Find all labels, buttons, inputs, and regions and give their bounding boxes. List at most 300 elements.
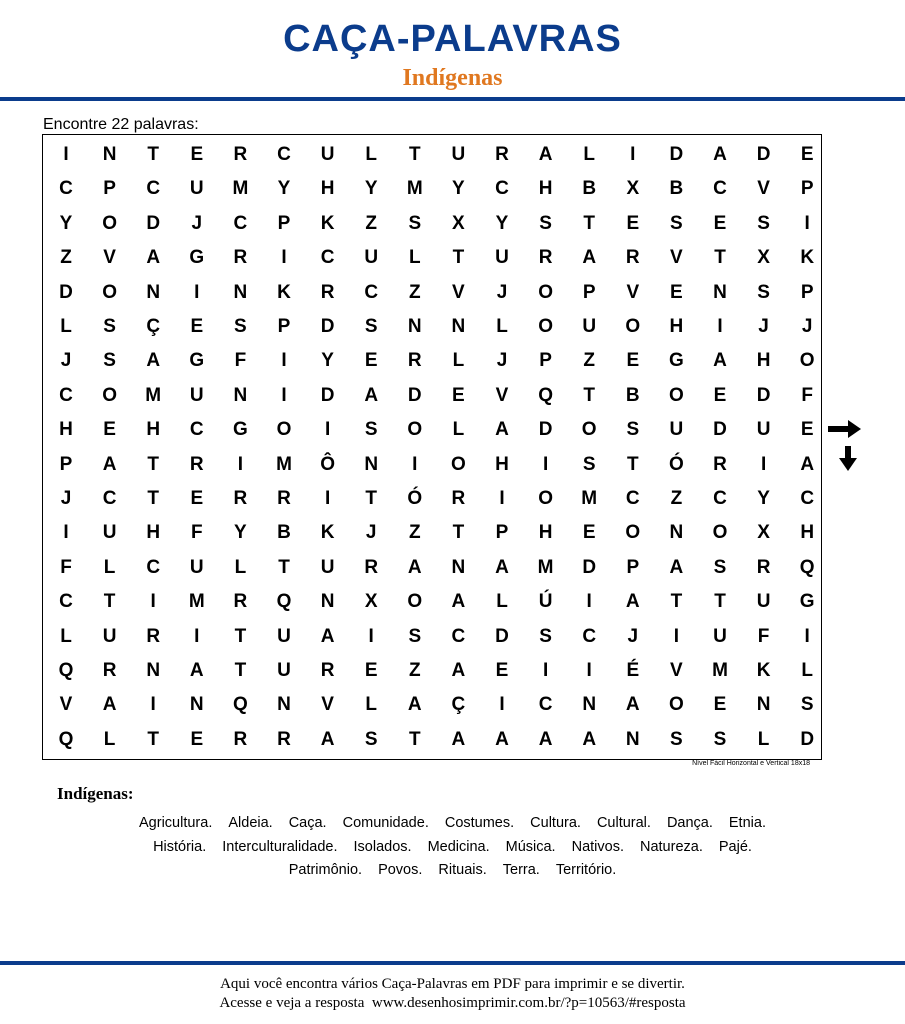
grid-cell: A xyxy=(713,350,727,372)
grid-cell: V xyxy=(757,178,770,200)
word-list-item: Agricultura. xyxy=(139,815,213,831)
grid-cell: I xyxy=(63,144,69,165)
grid-cell: I xyxy=(324,419,331,441)
grid-cell: C xyxy=(582,625,597,647)
grid-cell: U xyxy=(102,625,117,647)
grid-cell: O xyxy=(712,522,728,544)
grid-cell: T xyxy=(714,247,726,269)
footer-divider xyxy=(0,961,905,965)
grid-cell: L xyxy=(60,316,72,337)
grid-cell: J xyxy=(758,316,769,337)
grid-cell: K xyxy=(320,522,335,544)
grid-cell: I xyxy=(281,350,287,372)
grid-cell: H xyxy=(538,178,553,200)
grid-cell: U xyxy=(756,419,771,441)
grid-cell: I xyxy=(542,660,549,681)
grid-cell: Z xyxy=(365,212,377,234)
grid-cell: R xyxy=(320,281,335,303)
grid-cell: S xyxy=(582,453,596,475)
grid-cell: D xyxy=(320,384,335,406)
grid-cell: I xyxy=(194,625,200,647)
grid-cell: O xyxy=(581,419,597,441)
grid-cell: D xyxy=(756,384,771,406)
word-list-item: Comunidade. xyxy=(342,815,429,831)
grid-cell: A xyxy=(495,556,509,578)
grid-cell: T xyxy=(147,453,159,475)
grid-cell: É xyxy=(626,660,640,681)
grid-cell: L xyxy=(452,419,465,441)
word-list-item: Cultural. xyxy=(596,815,651,831)
grid-cell: O xyxy=(538,488,553,509)
grid-cell: C xyxy=(625,488,640,509)
difficulty-label: Nível Fácil Horizontal e Vertical 18x18 xyxy=(692,760,810,767)
grid-cell: R xyxy=(451,488,466,509)
grid-cell: R xyxy=(713,453,727,475)
grid-cell: X xyxy=(452,212,465,234)
grid-cell: A xyxy=(495,728,509,750)
grid-cell: M xyxy=(232,178,249,200)
grid-cell: L xyxy=(583,144,595,165)
grid-cell: S xyxy=(234,316,247,337)
grid-cell: L xyxy=(496,591,508,613)
grid-cell: V xyxy=(626,281,640,303)
grid-cell: L xyxy=(365,694,377,716)
grid-cell: I xyxy=(150,591,156,613)
grid-cell: A xyxy=(625,694,640,716)
grid-cell: C xyxy=(59,384,73,406)
grid-cell: Ç xyxy=(451,694,466,716)
grid-cell: V xyxy=(452,281,465,303)
grid-cell: R xyxy=(364,556,379,578)
word-list-item: Cultura. xyxy=(530,815,581,831)
grid-cell: T xyxy=(626,453,639,475)
grid-cell: G xyxy=(189,247,205,269)
grid-cell: A xyxy=(582,247,597,269)
grid-cell: O xyxy=(538,316,553,337)
grid-cell: D xyxy=(495,625,509,647)
word-list-item: Música. xyxy=(505,838,556,855)
grid-cell: Y xyxy=(364,178,378,200)
word-list xyxy=(60,812,845,883)
word-list-item: Terra. xyxy=(502,862,540,878)
grid-cell: E xyxy=(452,384,465,406)
grid-cell: A xyxy=(146,350,161,372)
grid-cell: L xyxy=(103,556,116,578)
word-list-item: Caça. xyxy=(288,815,327,831)
grid-cell: A xyxy=(320,728,335,750)
grid-cell: Q xyxy=(538,384,553,406)
word-list-line xyxy=(60,812,845,836)
grid-cell: T xyxy=(583,212,595,234)
grid-cell: T xyxy=(103,591,116,613)
grid-cell: H xyxy=(146,419,161,441)
grid-cell: S xyxy=(103,316,116,337)
grid-cell: Ó xyxy=(669,453,684,475)
grid-cell: I xyxy=(368,625,374,647)
grid-cell: A xyxy=(582,728,597,750)
grid-cell: V xyxy=(670,247,683,269)
word-list-item: Povos. xyxy=(378,862,423,878)
grid-cell: L xyxy=(801,660,813,681)
word-list-item: Patrimônio. xyxy=(288,862,363,878)
grid-cell: N xyxy=(146,660,161,681)
grid-cell: Y xyxy=(234,522,247,544)
grid-cell: E xyxy=(800,419,814,441)
grid-cell: N xyxy=(233,384,248,406)
grid-cell: N xyxy=(407,316,422,337)
grid-cell: I xyxy=(760,453,767,475)
grid-cell: M xyxy=(406,178,423,200)
grid-cell: V xyxy=(103,247,116,269)
grid-cell: M xyxy=(712,660,728,681)
grid-cell: D xyxy=(713,419,727,441)
word-list-item: Pajé. xyxy=(718,838,752,855)
grid-cell: R xyxy=(407,350,422,372)
grid-cell: E xyxy=(582,522,596,544)
word-list-item: História. xyxy=(153,838,207,855)
grid-cell: C xyxy=(102,488,117,509)
grid-cell: N xyxy=(320,591,335,613)
grid-cell: T xyxy=(408,144,421,165)
grid-cell: N xyxy=(233,281,248,303)
grid-cell: C xyxy=(59,591,73,613)
word-list-item: Rituais. xyxy=(438,862,487,878)
grid-cell: T xyxy=(670,591,683,613)
grid-cell: S xyxy=(364,316,378,337)
grid-cell: O xyxy=(407,419,423,441)
grid-cell: U xyxy=(189,384,204,406)
grid-cell: Z xyxy=(583,350,595,372)
grid-cell: N xyxy=(146,281,161,303)
grid-cell: G xyxy=(799,591,815,613)
grid-cell: U xyxy=(495,247,509,269)
grid-cell: P xyxy=(800,281,814,303)
grid-cell: F xyxy=(801,384,813,406)
grid-cell: O xyxy=(669,384,684,406)
arrow-down-icon xyxy=(838,446,858,472)
grid-cell: C xyxy=(189,419,204,441)
grid-cell: N xyxy=(713,281,727,303)
grid-cell: C xyxy=(538,694,553,716)
word-list-line xyxy=(60,836,845,860)
grid-cell: E xyxy=(626,212,640,234)
grid-cell: D xyxy=(146,212,161,234)
grid-cell: S xyxy=(626,419,640,441)
grid-cell: T xyxy=(583,384,595,406)
grid-cell: I xyxy=(717,316,723,337)
grid-cell: E xyxy=(190,144,204,165)
grid-cell: A xyxy=(451,728,466,750)
grid-cell: I xyxy=(586,591,592,613)
grid-cell: I xyxy=(324,488,331,509)
grid-cell: O xyxy=(276,419,292,441)
grid-cell: S xyxy=(539,212,552,234)
arrow-right-icon xyxy=(828,420,862,438)
grid-cell: T xyxy=(147,488,159,509)
grid-cell: P xyxy=(495,522,509,544)
grid-cell: H xyxy=(59,419,73,441)
grid-cell: V xyxy=(670,660,683,681)
grid-cell: I xyxy=(237,453,244,475)
grid-cell: S xyxy=(408,212,422,234)
grid-cell: D xyxy=(407,384,422,406)
grid-cell: Y xyxy=(277,178,291,200)
grid-cell: Z xyxy=(408,522,421,544)
grid-cell: E xyxy=(713,384,727,406)
word-list-line xyxy=(60,859,845,883)
grid-cell: C xyxy=(451,625,466,647)
grid-cell: H xyxy=(800,522,815,544)
grid-cell: J xyxy=(60,488,72,509)
grid-cell: D xyxy=(669,144,684,165)
grid-cell: L xyxy=(408,247,421,269)
grid-cell: C xyxy=(800,488,815,509)
grid-cell: R xyxy=(233,488,248,509)
grid-cell: P xyxy=(59,453,73,475)
grid-cell: A xyxy=(538,144,553,165)
grid-cell: R xyxy=(189,453,204,475)
grid-cell: B xyxy=(582,178,597,200)
grid-cell: D xyxy=(582,556,597,578)
grid-cell: H xyxy=(495,453,509,475)
grid-cell: O xyxy=(451,453,466,475)
footer-line-1: Aqui você encontra vários Caça-Palavras em PDF para imprimir e se divertir. xyxy=(220,976,685,992)
grid-cell: G xyxy=(669,350,684,372)
grid-cell: A xyxy=(407,556,422,578)
word-list-title: Indígenas: xyxy=(57,784,134,803)
grid-cell: X xyxy=(757,522,770,544)
grid-cell: C xyxy=(320,247,335,269)
grid-cell: Y xyxy=(757,488,770,509)
grid-cell: I xyxy=(542,453,549,475)
grid-cell: R xyxy=(277,488,291,509)
grid-cell: N xyxy=(364,453,379,475)
grid-cell: L xyxy=(365,144,377,165)
grid-cell: M xyxy=(537,556,554,578)
grid-cell: O xyxy=(625,316,641,337)
word-list-item: Isolados. xyxy=(353,838,412,855)
grid-cell: S xyxy=(757,212,770,234)
word-list-item: Medicina. xyxy=(427,838,490,855)
grid-cell: Z xyxy=(408,281,421,303)
grid-cell: D xyxy=(538,419,553,441)
grid-cell: L xyxy=(60,625,72,647)
grid-cell: U xyxy=(320,144,335,165)
grid-cell: I xyxy=(499,694,505,716)
grid-cell: P xyxy=(103,178,116,200)
grid-cell: N xyxy=(277,694,291,716)
grid-cell: A xyxy=(102,453,117,475)
word-list-item: Aldeia. xyxy=(228,815,273,831)
grid-cell: O xyxy=(102,384,117,406)
grid-cell: E xyxy=(364,660,378,681)
grid-cell: L xyxy=(496,316,508,337)
grid-cell: U xyxy=(364,247,379,269)
grid-cell: L xyxy=(103,728,116,750)
word-search-grid xyxy=(42,134,822,760)
grid-cell: Ú xyxy=(538,591,553,613)
grid-cell: A xyxy=(669,556,684,578)
grid-cell: R xyxy=(277,728,291,750)
grid-cell: D xyxy=(756,144,771,165)
grid-cell: V xyxy=(321,694,334,716)
page-title: CAÇA-PALAVRAS xyxy=(283,18,622,60)
grid-cell: E xyxy=(800,144,814,165)
grid-cell: N xyxy=(102,144,117,165)
grid-cell: E xyxy=(670,281,683,303)
grid-cell: Y xyxy=(495,212,509,234)
grid-cell: Q xyxy=(58,660,74,681)
grid-cell: R xyxy=(320,660,335,681)
grid-cell: T xyxy=(452,247,465,269)
word-list-item: Costumes. xyxy=(444,815,515,831)
grid-cell: O xyxy=(669,694,684,716)
grid-cell: U xyxy=(320,556,335,578)
grid-cell: J xyxy=(496,350,508,372)
grid-cell: Q xyxy=(276,591,292,613)
grid-cell: R xyxy=(233,591,248,613)
grid-cell: H xyxy=(146,522,161,544)
grid-cell: S xyxy=(539,625,552,647)
grid-cell: R xyxy=(756,556,771,578)
grid-cell: Ô xyxy=(320,453,335,475)
grid-cell: T xyxy=(147,144,159,165)
grid-cell: Ó xyxy=(407,488,423,509)
grid-cell: P xyxy=(626,556,640,578)
grid-cell: J xyxy=(627,625,639,647)
grid-cell: S xyxy=(713,728,727,750)
grid-cell: S xyxy=(757,281,770,303)
grid-cell: E xyxy=(103,419,116,441)
grid-cell: A xyxy=(364,384,379,406)
grid-cell: V xyxy=(59,694,73,716)
grid-cell: R xyxy=(538,247,553,269)
grid-cell: U xyxy=(189,178,204,200)
grid-cell: S xyxy=(364,728,378,750)
grid-cell: A xyxy=(625,591,640,613)
grid-cell: N xyxy=(625,728,640,750)
grid-cell: A xyxy=(451,591,466,613)
grid-cell: R xyxy=(495,144,509,165)
grid-cell: Z xyxy=(670,488,683,509)
grid-cell: I xyxy=(63,522,69,544)
grid-cell: J xyxy=(191,212,203,234)
grid-cell: I xyxy=(150,694,156,716)
grid-cell: R xyxy=(233,247,248,269)
grid-cell: R xyxy=(233,144,248,165)
grid-cell: S xyxy=(364,419,378,441)
grid-cell: P xyxy=(539,350,552,372)
grid-cell: X xyxy=(757,247,770,269)
grid-cell: R xyxy=(625,247,640,269)
grid-cell: N xyxy=(189,694,204,716)
grid-cell: D xyxy=(320,316,335,337)
grid-cell: U xyxy=(102,522,117,544)
grid-cell: K xyxy=(800,247,815,269)
grid-cell: T xyxy=(234,625,247,647)
grid-cell: O xyxy=(538,281,553,303)
grid-cell: F xyxy=(757,625,770,647)
grid-cell: A xyxy=(538,728,553,750)
grid-cell: M xyxy=(145,384,162,406)
grid-cell: G xyxy=(233,419,248,441)
grid-cell: Y xyxy=(321,350,334,372)
grid-cell: G xyxy=(189,350,205,372)
grid-cell: O xyxy=(102,212,117,234)
grid-cell: X xyxy=(364,591,378,613)
grid-cell: R xyxy=(102,660,117,681)
grid-cell: Y xyxy=(452,178,465,200)
grid-cell: A xyxy=(713,144,727,165)
grid-cell: U xyxy=(713,625,727,647)
grid-cell: C xyxy=(713,178,727,200)
grid-cell: C xyxy=(59,178,73,200)
grid-cell: C xyxy=(277,144,291,165)
grid-cell: R xyxy=(233,728,248,750)
grid-cell: J xyxy=(60,350,72,372)
grid-cell: H xyxy=(669,316,684,337)
grid-cell: U xyxy=(189,556,204,578)
footer-text xyxy=(0,975,905,1013)
grid-cell: A xyxy=(320,625,335,647)
footer-line-2: Acesse e veja a resposta www.desenhosimprimir.com.br/?p=10563/#resposta xyxy=(219,995,686,1011)
grid-cell: J xyxy=(365,522,377,544)
grid-cell: M xyxy=(276,453,292,475)
grid-cell: C xyxy=(713,488,727,509)
grid-cell: S xyxy=(670,728,683,750)
grid-cell: O xyxy=(799,350,815,372)
grid-cell: E xyxy=(190,488,204,509)
grid-cell: C xyxy=(146,556,161,578)
instruction-text: Encontre 22 palavras: xyxy=(43,116,199,133)
grid-cell: E xyxy=(713,694,727,716)
grid-cell: Q xyxy=(233,694,248,716)
grid-cell: N xyxy=(669,522,684,544)
grid-cell: U xyxy=(756,591,771,613)
grid-cell: B xyxy=(669,178,684,200)
grid-cell: A xyxy=(102,694,117,716)
grid-cell: S xyxy=(800,694,814,716)
grid-cell: A xyxy=(146,247,161,269)
word-list-item: Dança. xyxy=(666,815,713,831)
grid-cell: I xyxy=(630,144,636,165)
grid-cell: P xyxy=(277,316,291,337)
grid-cell: I xyxy=(804,212,810,234)
grid-cell: C xyxy=(495,178,509,200)
grid-cell: F xyxy=(234,350,247,372)
page-subtitle: Indígenas xyxy=(402,65,503,91)
grid-cell: M xyxy=(581,488,598,509)
grid-cell: N xyxy=(451,316,466,337)
grid-cell: I xyxy=(804,625,810,647)
grid-cell: Q xyxy=(58,728,74,750)
grid-cell: A xyxy=(407,694,422,716)
grid-cell: C xyxy=(364,281,379,303)
grid-cell: I xyxy=(281,384,287,406)
grid-cell: L xyxy=(234,556,247,578)
grid-cell: T xyxy=(408,728,421,750)
grid-cell: H xyxy=(320,178,335,200)
grid-cell: C xyxy=(233,212,248,234)
grid-cell: T xyxy=(714,591,726,613)
grid-cell: S xyxy=(408,625,422,647)
grid-cell: O xyxy=(625,522,641,544)
grid-cell: U xyxy=(277,660,291,681)
word-list-item: Interculturalidade. xyxy=(222,838,338,855)
grid-cell: J xyxy=(496,281,508,303)
grid-cell: K xyxy=(756,660,771,681)
grid-cell: I xyxy=(499,488,505,509)
